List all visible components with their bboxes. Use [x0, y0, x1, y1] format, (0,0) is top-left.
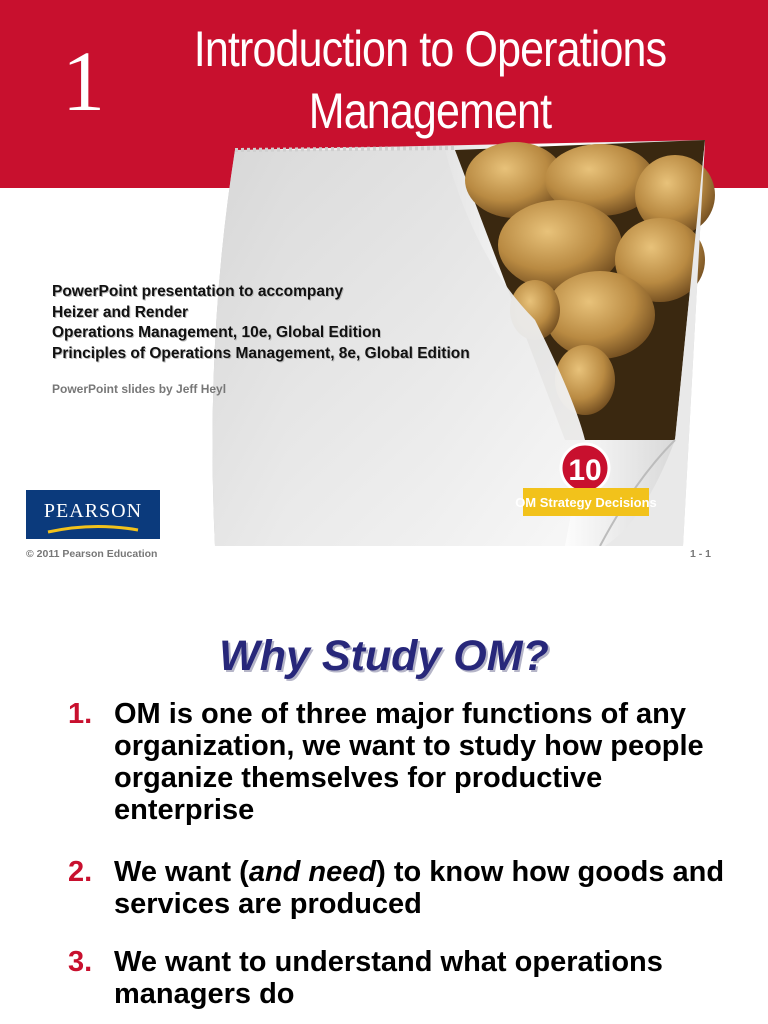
slides-by: PowerPoint slides by Jeff Heyl: [52, 382, 227, 396]
credit-line: Operations Management, 10e, Global Edition: [52, 324, 382, 341]
page-number: 1 - 1: [690, 548, 712, 560]
credit-line: Heizer and Render: [52, 303, 189, 321]
item-number: 2.: [68, 856, 93, 888]
item-text-part: We want (: [114, 856, 249, 888]
logo-swoosh-icon: [46, 524, 140, 534]
slide-2: [0, 600, 768, 1024]
logo-text: PEARSON: [43, 500, 143, 522]
item-text-part: ) to know how goods and services are produced: [114, 856, 725, 920]
item-number: 1.: [68, 698, 93, 730]
credits: [52, 282, 470, 364]
item-text: We want to understand what operations managers do: [114, 946, 663, 1010]
badge-number: 10: [568, 454, 602, 487]
credit-line: PowerPoint presentation to accompany: [52, 283, 344, 300]
chapter-number: 1: [62, 33, 105, 129]
title-line-2: Management: [308, 83, 552, 139]
slide-2-title: Why Study OM?: [219, 632, 549, 680]
item-text-emphasis: and need: [248, 856, 377, 888]
pearson-logo: [26, 490, 160, 539]
copyright: © 2011 Pearson Education: [26, 548, 158, 560]
item-text: OM is one of three major functions of any organization, we want to study how people organize themselves for productive enterprise: [114, 698, 704, 826]
credit-line: Principles of Operations Management, 8e, Global Edition: [52, 344, 470, 362]
item-text: [114, 856, 738, 920]
title-line-1: Introduction to Operations: [193, 21, 667, 77]
slide-title: [181, 18, 680, 142]
badge-label: OM Strategy Decisions: [515, 495, 657, 510]
item-number: 3.: [68, 946, 93, 978]
